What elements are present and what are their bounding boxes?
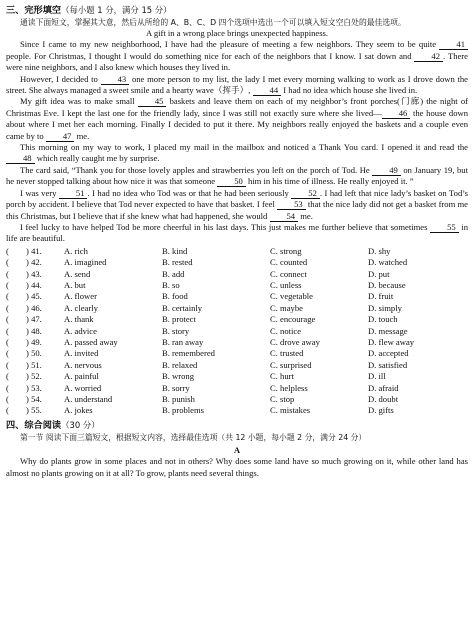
option-c[interactable]: C. counted — [270, 257, 308, 268]
option-b[interactable]: B. punish — [162, 394, 195, 404]
reading-passage-label: A — [233, 444, 241, 455]
option-row — [6, 405, 468, 416]
section-3-instruction: 通读下面短文，掌握其大意，然后从所给的 A、B、C、D 四个选项中选出一个可以填入短文空白处的最佳选项。 — [20, 18, 406, 27]
question-number[interactable] — [6, 360, 64, 371]
section-3-heading — [6, 4, 468, 17]
option-d[interactable]: D. accepted — [368, 348, 409, 359]
option-b[interactable]: B. kind — [162, 245, 188, 256]
question-num: 42. — [28, 257, 42, 268]
option-a[interactable]: A. advice — [64, 325, 97, 336]
paragraph-text: me. — [74, 130, 90, 141]
answer-paren[interactable]: ( ) — [6, 268, 29, 279]
option-c[interactable]: C. encourage — [270, 314, 316, 325]
option-a[interactable]: A. jokes — [64, 405, 93, 416]
option-row — [6, 314, 468, 325]
blank-55[interactable]: 55 — [430, 222, 459, 233]
option-d[interactable]: D. fruit — [368, 291, 394, 302]
question-num: 41. — [28, 245, 42, 256]
answer-paren[interactable]: ( ) — [6, 371, 29, 382]
question-num: 50. — [28, 348, 42, 359]
option-b[interactable]: B. protect — [162, 314, 196, 325]
paragraph-text: . I had no idea who Tod was or that he had been seriously — [87, 187, 292, 198]
option-a[interactable]: A. but — [64, 279, 86, 290]
option-c[interactable]: C. strong — [270, 245, 302, 256]
option-a[interactable]: A. imagined — [64, 257, 107, 268]
option-a[interactable]: A. passed away — [64, 336, 118, 347]
option-b[interactable]: B. sorry — [162, 382, 190, 393]
answer-paren[interactable]: ( ) — [6, 325, 29, 336]
blank-51[interactable]: 51 — [59, 188, 88, 199]
option-d[interactable]: D. watched — [368, 257, 408, 268]
question-num: 54. — [28, 394, 42, 404]
cloze-paragraph — [6, 188, 468, 222]
question-number[interactable] — [6, 314, 64, 325]
blank-47[interactable]: 47 — [46, 131, 75, 142]
blank-52[interactable]: 52 — [291, 188, 320, 199]
cloze-paragraph — [6, 142, 468, 165]
option-a[interactable]: A. thank — [64, 314, 94, 325]
cloze-passage-title: A gift in a wrong place brings unexpected happiness. — [145, 28, 329, 38]
question-num: 44. — [28, 279, 42, 290]
question-number[interactable] — [6, 246, 64, 257]
paragraph-text: in life are beautiful. — [6, 221, 468, 244]
section-3-title: 三、完形填空 — [6, 5, 62, 16]
option-c[interactable]: C. trusted — [270, 348, 304, 359]
option-d[interactable]: D. put — [368, 268, 390, 279]
paragraph-text: him in his time of illness. He really enjoyed it. ” — [245, 176, 414, 187]
option-d[interactable]: D. message — [368, 325, 408, 336]
option-d[interactable]: D. afraid — [368, 382, 399, 393]
section-4-note: （30 分） — [61, 419, 100, 430]
answer-paren[interactable]: ( ) — [6, 405, 29, 416]
paragraph-text: me. — [298, 210, 313, 221]
question-num: 43. — [28, 268, 42, 279]
blank-44[interactable]: 44 — [253, 85, 282, 96]
answer-paren[interactable]: ( ) — [6, 382, 29, 393]
blank-46[interactable]: 46 — [382, 108, 411, 119]
question-number[interactable] — [6, 326, 64, 337]
question-number[interactable] — [6, 383, 64, 394]
option-b[interactable]: B. ran away — [162, 336, 204, 347]
question-num: 46. — [28, 302, 42, 313]
option-row — [6, 303, 468, 314]
option-c[interactable]: C. hurt — [270, 371, 294, 382]
question-num: 52. — [28, 371, 42, 382]
question-num: 51. — [28, 359, 42, 370]
option-c[interactable]: C. unless — [270, 279, 302, 290]
cloze-paragraph — [6, 74, 468, 97]
question-num: 48. — [28, 325, 42, 336]
blank-42[interactable]: 42 — [414, 51, 443, 62]
option-b[interactable]: B. relaxed — [162, 359, 198, 370]
paragraph-text: the house down about where I met her each morning. Finally I decided to put it there. My neighbors really enjoyed the baskets and a couple even came by to — [6, 107, 469, 141]
option-c[interactable]: C. notice — [270, 325, 302, 336]
option-row — [6, 348, 468, 359]
answer-paren[interactable]: ( ) — [6, 336, 29, 347]
question-number[interactable] — [6, 371, 64, 382]
option-c[interactable]: C. vegetable — [270, 291, 313, 302]
paragraph-text: . There were nine neighbors, and I also knew which houses they lived in. — [6, 50, 468, 73]
option-row — [6, 371, 468, 382]
cloze-paragraph — [6, 39, 468, 73]
options-table — [6, 246, 468, 417]
blank-49[interactable]: 49 — [372, 165, 401, 176]
paragraph-text: I feel lucky to have helped Tod be more cheerful in his last days. This just makes me further believe that sometimes — [20, 221, 431, 232]
section-4-heading — [6, 419, 468, 432]
question-num: 45. — [28, 291, 42, 302]
answer-paren[interactable]: ( ) — [6, 279, 29, 290]
option-b[interactable]: B. food — [162, 291, 188, 302]
option-b[interactable]: B. certainly — [162, 302, 203, 313]
option-a[interactable]: A. worried — [64, 382, 102, 393]
question-number[interactable] — [6, 394, 64, 405]
option-c[interactable]: C. drove away — [270, 336, 320, 347]
option-a[interactable]: A. painful — [64, 371, 99, 382]
blank-53[interactable]: 53 — [277, 199, 306, 210]
cloze-paragraph — [6, 96, 468, 142]
question-num: 49. — [28, 336, 42, 347]
option-c[interactable]: C. surprised — [270, 359, 312, 370]
option-row — [6, 326, 468, 337]
option-d[interactable]: D. satisfied — [368, 359, 408, 370]
option-d[interactable]: D. doubt — [368, 394, 399, 404]
option-row — [6, 360, 468, 371]
option-a[interactable]: A. send — [64, 268, 91, 279]
option-d[interactable]: D. simply — [368, 302, 402, 313]
question-number[interactable] — [6, 405, 64, 416]
option-d[interactable]: D. flew away — [368, 336, 415, 347]
option-row — [6, 394, 468, 405]
paragraph-text: I was very — [20, 187, 59, 198]
answer-paren[interactable]: ( ) — [6, 302, 29, 313]
option-b[interactable]: B. story — [162, 325, 190, 336]
paragraph-text: The card said, “Thank you for those lovely apples and strawberries you left on the porch of Tod. He — [20, 164, 373, 175]
answer-paren[interactable]: ( ) — [6, 291, 29, 302]
option-row — [6, 383, 468, 394]
option-d[interactable]: D. because — [368, 279, 406, 290]
question-number[interactable] — [6, 303, 64, 314]
question-number[interactable] — [6, 269, 64, 280]
option-a[interactable]: A. understand — [64, 394, 113, 404]
answer-paren[interactable]: ( ) — [6, 359, 29, 370]
paragraph-text: which really caught me by surprise. — [34, 153, 160, 164]
blank-48[interactable]: 48 — [6, 153, 35, 164]
blank-41[interactable]: 41 — [439, 39, 468, 50]
paragraph-text: baskets and leave them on each of my neighbor’s front porches(门廊) the night of Christmas Eve. I kept the last one for the friendly lady, since I was still not exactly sure where she lived— — [6, 96, 468, 118]
option-row — [6, 257, 468, 268]
reading-passage-text: Why do plants grow in some places and not in others? Why does some land have so much growing on it, while other land has almost no plants growing on it at all? To grow, plants need several things. — [6, 456, 468, 478]
option-b[interactable]: B. problems — [162, 405, 205, 416]
option-a[interactable]: A. clearly — [64, 302, 98, 313]
option-b[interactable]: B. wrong — [162, 371, 194, 382]
option-row — [6, 246, 468, 257]
question-number[interactable] — [6, 337, 64, 348]
paragraph-text: on January 19, but he never stopped talking about how nice it was that someone — [6, 164, 468, 187]
option-d[interactable]: D. touch — [368, 314, 398, 325]
question-num: 47. — [28, 314, 42, 325]
question-number[interactable] — [6, 291, 64, 302]
section-4-title: 四、综合阅读 — [6, 419, 62, 431]
option-a[interactable]: A. rich — [64, 245, 88, 256]
paragraph-text: My gift idea was to make small — [20, 96, 138, 107]
option-b[interactable]: B. add — [162, 268, 185, 279]
cloze-passage — [6, 39, 468, 244]
option-b[interactable]: B. remembered — [162, 348, 215, 359]
paragraph-text: Since I came to my new neighborhood, I have had the pleasure of meeting a few neighbors. They seem to be quite — [20, 39, 440, 50]
paragraph-text: that the nice lady did not get a basket from me this Christmas, but I believe that if she knew what had happened, she would — [6, 199, 468, 221]
option-b[interactable]: B. rested — [162, 257, 193, 268]
option-c[interactable]: C. mistakes — [270, 405, 311, 416]
option-row — [6, 269, 468, 280]
question-number[interactable] — [6, 348, 64, 359]
answer-paren[interactable]: ( ) — [6, 257, 29, 268]
cloze-paragraph — [6, 165, 468, 188]
question-number[interactable] — [6, 257, 64, 268]
option-b[interactable]: B. so — [162, 279, 180, 290]
paragraph-text: . I had left that nice lady’s basket on Tod’s porch by accident. I believe that Tod never expected to have that basket. I feel — [6, 187, 468, 210]
paragraph-text: one more person to my list, the lady I met every morning walking to work as I drove down the street. She always managed a sweet smile and a hearty wave（挥手）, — [6, 73, 469, 96]
option-c[interactable]: C. stop — [270, 394, 295, 404]
section-4-instruction: 第一节 阅读下面三篇短文，根据短文内容，选择最佳选项（共 12 小题，每小题 2 分，满分 24 分） — [20, 432, 367, 442]
option-row — [6, 280, 468, 291]
question-number[interactable] — [6, 280, 64, 291]
paragraph-text: However, I decided to — [20, 73, 101, 84]
option-c[interactable]: C. helpless — [270, 382, 308, 393]
answer-paren[interactable]: ( ) — [6, 314, 29, 325]
option-row — [6, 337, 468, 348]
option-a[interactable]: A. invited — [64, 348, 99, 359]
paragraph-text: people. For Christmas, I thought I would do something nice for each of the neighbors that I know. I sat down and — [6, 50, 415, 61]
blank-50[interactable]: 50 — [217, 176, 246, 187]
answer-paren[interactable]: ( ) — [6, 394, 29, 404]
blank-45[interactable]: 45 — [138, 96, 167, 107]
option-d[interactable]: D. ill — [368, 371, 386, 382]
blank-54[interactable]: 54 — [270, 211, 299, 222]
option-d[interactable]: D. shy — [368, 245, 391, 256]
paragraph-text: I had no idea which house she lived in. — [281, 85, 418, 96]
blank-43[interactable]: 43 — [101, 74, 130, 85]
cloze-paragraph — [6, 222, 468, 245]
option-c[interactable]: C. connect — [270, 268, 307, 279]
option-row — [6, 291, 468, 302]
section-3-note: （每小题 1 分，满分 15 分） — [61, 5, 172, 15]
paragraph-text: This morning on my way to work, I placed my mail in the mailbox and noticed a Thank You card. I opened it and read the — [20, 142, 468, 153]
option-a[interactable]: A. flower — [64, 291, 97, 302]
question-num: 53. — [28, 382, 42, 393]
option-d[interactable]: D. gifts — [368, 405, 394, 416]
option-c[interactable]: C. maybe — [270, 302, 303, 313]
option-a[interactable]: A. nervous — [64, 359, 102, 370]
question-num: 55. — [28, 405, 42, 416]
answer-paren[interactable]: ( ) — [6, 348, 29, 359]
answer-paren[interactable]: ( ) — [6, 245, 29, 256]
